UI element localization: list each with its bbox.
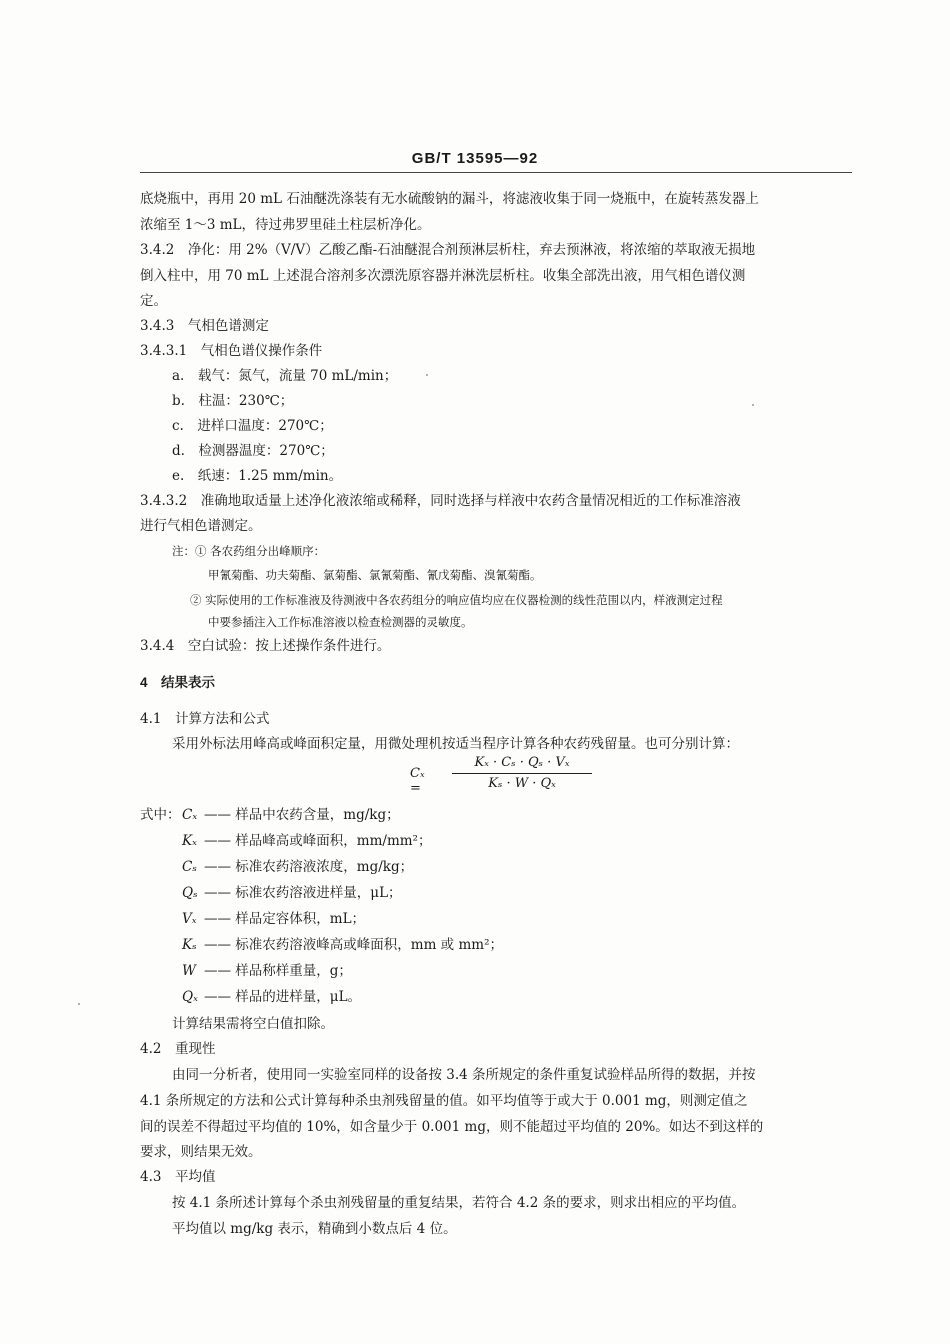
text-line: 进行气相色谱测定。 — [140, 518, 262, 534]
text-line: 浓缩至 1～3 mL，待过弗罗里硅土柱层析净化。 — [140, 217, 431, 233]
section-4-3: 4.3 平均值 — [140, 1169, 216, 1185]
section-3-4-2: 3.4.2 净化：用 2%（V/V）乙酸乙酯-石油醚混合剂预淋层析柱，弃去预淋液，将浓缩的萃取液无损地 — [140, 242, 756, 258]
variable-symbol: Kₓ — [182, 833, 197, 849]
variable-desc: —— 标准农药溶液峰高或峰面积，mm 或 mm²； — [204, 937, 503, 953]
variable-desc: —— 标准农药溶液进样量，μL； — [204, 885, 402, 901]
variable-row — [182, 806, 400, 824]
variable-row — [182, 858, 413, 876]
scan-speck — [426, 374, 428, 376]
variable-desc: —— 样品峰高或峰面积，mm/mm²； — [204, 833, 432, 849]
condition-e: e. 纸速：1.25 mm/min。 — [172, 468, 343, 484]
condition-c: c. 进样口温度：270℃； — [172, 418, 333, 434]
variable-row — [182, 962, 352, 980]
variable-row — [182, 936, 503, 954]
note-1: 注：① 各农药组分出峰顺序： — [172, 544, 326, 558]
text-line: 平均值以 mg/kg 表示，精确到小数点后 4 位。 — [172, 1221, 457, 1237]
variable-symbol: Kₛ — [182, 937, 197, 953]
condition-b: b. 柱温：230℃； — [172, 393, 294, 409]
note-1-body: 甲氰菊酯、功夫菊酯、氯菊酯、氯氰菊酯、氰戊菊酯、溴氰菊酯。 — [208, 568, 542, 582]
section-3-4-3: 3.4.3 气相色谱测定 — [140, 318, 269, 334]
header-rule — [140, 172, 852, 173]
condition-a: a. 载气：氮气，流量 70 mL/min； — [172, 368, 398, 384]
formula-lhs: Cₓ = — [410, 766, 425, 796]
wherein-label: 式中： — [140, 807, 181, 823]
standard-number: GB/T 13595—92 — [411, 150, 539, 167]
fraction-bar — [452, 773, 592, 774]
text-line: 间的误差不得超过平均值的 10%，如含量少于 0.001 mg，则不能超过平均值的 20%。如达不到这样的 — [140, 1119, 764, 1135]
text-line: 4.1 条所规定的方法和公式计算每种杀虫剂残留量的值。如平均值等于或大于 0.001 mg，则测定值之 — [140, 1093, 748, 1109]
section-4-2: 4.2 重现性 — [140, 1041, 216, 1057]
text-line: 定。 — [140, 293, 167, 309]
variable-symbol: Cₓ — [182, 807, 198, 823]
variable-symbol: Qₓ — [182, 989, 198, 1005]
formula-denominator: Kₛ · W · Qₓ — [488, 776, 556, 791]
text-line: 按 4.1 条所述计算每个杀虫剂残留量的重复结果，若符合 4.2 条的要求，则求出相应的平均值。 — [172, 1195, 746, 1211]
variable-symbol: Cₛ — [182, 859, 197, 875]
scan-speck — [78, 1003, 80, 1005]
text-line: 倒入柱中，用 70 mL 上述混合溶剂多次漂洗原容器并淋洗层析柱。收集全部洗出液，用气相色谱仪测 — [140, 268, 746, 284]
formula-fraction — [452, 754, 592, 793]
text-line: 采用外标法用峰高或峰面积定量，用微处理机按适当程序计算各种农药残留量。也可分别计算： — [172, 736, 739, 752]
condition-d: d. 检测器温度：270℃； — [172, 443, 334, 459]
text-line: 底烧瓶中，再用 20 mL 石油醚洗涤装有无水硫酸钠的漏斗，将滤液收集于同一烧瓶中，在旋转蒸发器上 — [140, 191, 759, 207]
variable-desc: —— 样品称样重量，g； — [204, 963, 352, 979]
variable-symbol: Vₓ — [182, 911, 197, 927]
note-2: ② 实际使用的工作标准液及待测液中各农药组分的响应值均应在仪器检测的线性范围以内，样液测定过程 — [190, 593, 723, 607]
text-line: 计算结果需将空白值扣除。 — [172, 1016, 334, 1032]
note-2-cont: 中要参插注入工作标准溶液以检查检测器的灵敏度。 — [208, 615, 473, 629]
section-3-4-4: 3.4.4 空白试验：按上述操作条件进行。 — [140, 638, 391, 654]
variable-symbol: W — [182, 963, 196, 979]
text-line: 要求，则结果无效。 — [140, 1144, 262, 1160]
variable-row — [182, 884, 402, 902]
variable-desc: —— 样品定容体积，mL； — [204, 911, 366, 927]
variable-desc: —— 标准农药溶液浓度，mg/kg； — [204, 859, 414, 875]
variable-symbol: Qₛ — [182, 885, 198, 901]
variable-desc: —— 样品中农药含量，mg/kg； — [204, 807, 400, 823]
section-4-1: 4.1 计算方法和公式 — [140, 711, 270, 727]
section-4-heading: 4 结果表示 — [140, 675, 216, 690]
section-3-4-3-1: 3.4.3.1 气相色谱仪操作条件 — [140, 343, 323, 359]
variable-row — [182, 910, 365, 928]
variable-desc: —— 样品的进样量，μL。 — [204, 989, 362, 1005]
text-line: 由同一分析者，使用同一实验室同样的设备按 3.4 条所规定的条件重复试验样品所得的数据，并按 — [172, 1067, 756, 1083]
scan-speck — [752, 404, 754, 406]
section-3-4-3-2: 3.4.3.2 准确地取适量上述净化液浓缩或稀释，同时选择与样液中农药含量情况相近的工作标准溶液 — [140, 493, 741, 509]
variable-row — [182, 988, 361, 1006]
variable-row — [182, 832, 431, 850]
page-header — [0, 150, 950, 167]
formula-numerator: Kₓ · Cₛ · Qₛ · Vₓ — [474, 755, 570, 770]
